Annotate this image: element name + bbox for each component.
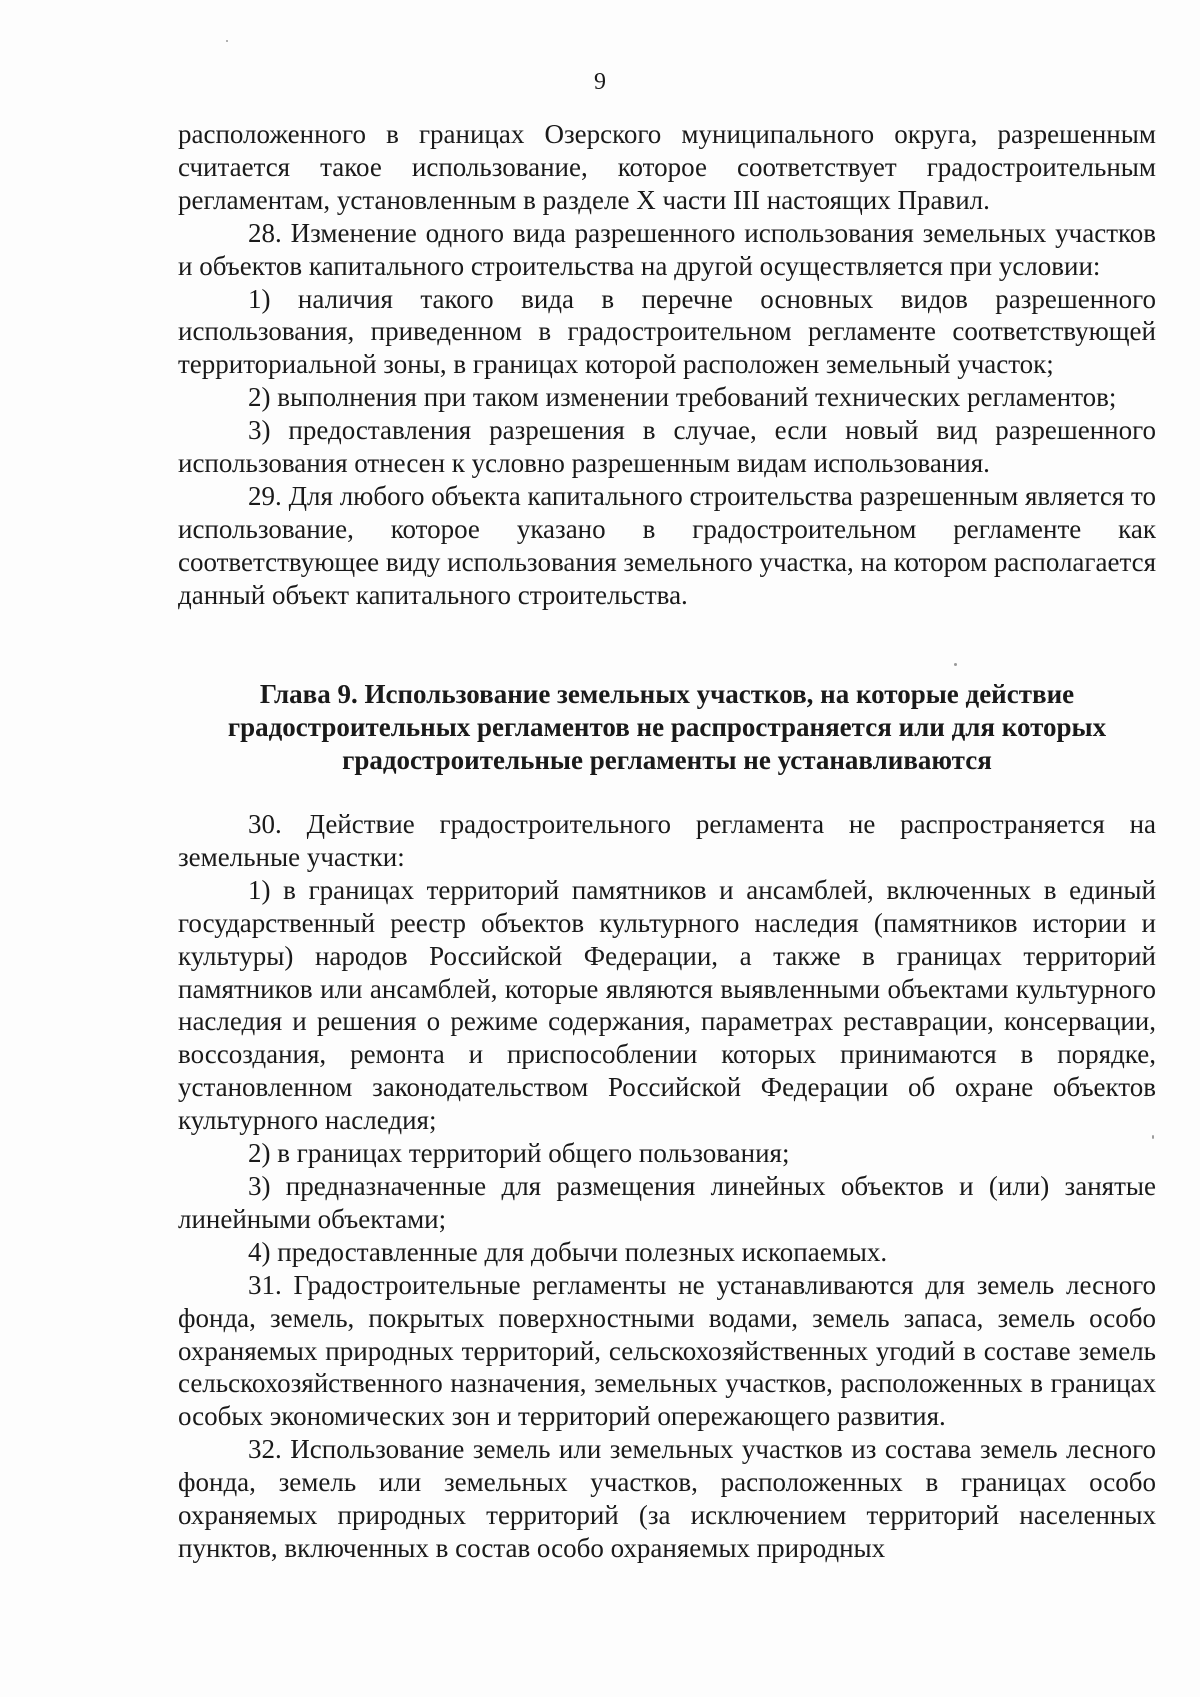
paragraph-30-item-4: 4) предоставленные для добычи полезных ископаемых. (248, 1236, 888, 1267)
chapter-heading-line-1: Глава 9. Использование земельных участков, на которые действие (259, 679, 1075, 709)
paragraph-31: 31. Градостроительные регламенты не устанавливаются для земель лесного фонда, земель, покрытых поверхностными водами, земель запаса, земель особо охраняемых природных территорий, сельскохозяйственных угодий в составе земель сельскохозяйственного назначения, земельных участков, расположенных в границах особых экономических зон и территорий опережающего развития. (178, 1269, 1156, 1432)
chapter-heading-line-2: градостроительных регламентов не распространяется или для которых (227, 712, 1107, 742)
text-section-before-chapter (178, 118, 1156, 612)
paragraph-28-item-3: 3) предоставления разрешения в случае, если новый вид разрешенного использования отнесен к условно разрешенным видам использования. (178, 415, 1156, 479)
paragraph-continuation: расположенного в границах Озерского муниципального округа, разрешенным считается такое использование, которое соответствует градостроительным регламентам, установленным в разделе X части III настоящих Правил. (178, 119, 1156, 215)
paragraph-29: 29. Для любого объекта капитального строительства разрешенным является то использование, которое указано в градостроительном регламенте как соответствующее виду использования земельного участка, на котором располагается данный объект капитального строительства. (178, 480, 1156, 610)
chapter-heading-line-3: градостроительные регламенты не устанавливаются (342, 745, 992, 775)
paragraph-30-item-3: 3) предназначенные для размещения линейных объектов и (или) занятые линейными объектами; (178, 1170, 1156, 1234)
paragraph-32: 32. Использование земель или земельных участков из состава земель лесного фонда, земель или земельных участков, расположенных в границах особо охраняемых природных территорий (за исключением территорий населенных пунктов, включенных в состав особо охраняемых природных (178, 1434, 1156, 1563)
paragraph-28-item-2: 2) выполнения при таком изменении требований технических регламентов; (248, 382, 1117, 413)
scan-speck (954, 663, 957, 666)
scan-speck (1152, 1135, 1154, 1139)
paragraph-30-item-2: 2) в границах территорий общего пользования; (248, 1138, 790, 1169)
paragraph-30: 30. Действие градостроительного регламента не распространяется на земельные участки: (178, 809, 1156, 872)
paragraph-28-item-1: 1) наличия такого вида в перечне основных видов разрешенного использования, приведенном в градостроительном регламенте соответствующей территориальной зоны, в границах которой расположен земельный участок; (178, 283, 1156, 380)
page-number: 9 (594, 69, 606, 95)
paragraph-30-item-1: 1) в границах территорий памятников и ансамблей, включенных в единый государственный реестр объектов культурного наследия (памятников истории и культуры) народов Российской Федерации, а также в границах территорий памятников или ансамблей, которые являются выявленными объектами культурного наследия и решения о режиме содержания, параметрах реставрации, консервации, воссоздания, ремонта и приспособлении которых принимаются в порядке, установленном законодательством Российской Федерации об охране объектов культурного наследия; (178, 874, 1156, 1136)
text-section-after-chapter (178, 808, 1156, 1565)
scan-speck (226, 40, 228, 42)
paragraph-28: 28. Изменение одного вида разрешенного использования земельных участков и объектов капитального строительства на другой осуществляется при условии: (178, 217, 1156, 281)
chapter-heading (178, 678, 1156, 777)
